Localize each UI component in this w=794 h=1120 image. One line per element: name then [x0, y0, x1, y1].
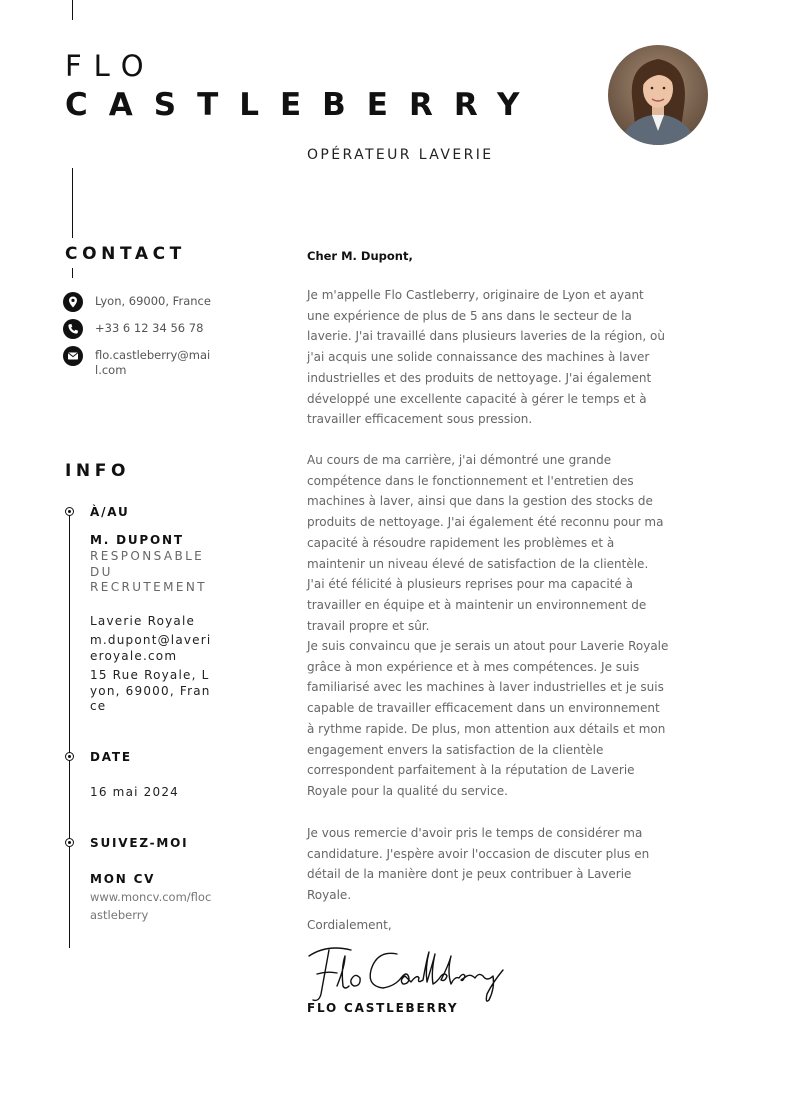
- letter-date: 16 mai 2024: [90, 785, 180, 799]
- last-name: CASTLEBERRY: [65, 87, 541, 123]
- to-label: À/AU: [90, 505, 130, 519]
- contact-divider-line: [72, 268, 73, 278]
- handwritten-signature: [305, 942, 510, 1010]
- company-address: 15 Rue Royale, Lyon, 69000, France: [90, 668, 211, 713]
- email-text[interactable]: flo.castleberry@mail.com: [95, 348, 211, 377]
- follow-label: SUIVEZ-MOI: [90, 836, 189, 850]
- timeline-dot-follow: [65, 838, 74, 847]
- info-timeline-line: [69, 514, 70, 948]
- salutation: Cher M. Dupont,: [307, 249, 413, 263]
- company-email[interactable]: m.dupont@laverieroyale.com: [90, 633, 212, 663]
- contact-heading: CONTACT: [65, 244, 186, 264]
- cv-link[interactable]: www.moncv.com/flocastleberry: [90, 890, 212, 922]
- recipient-name: M. DUPONT: [90, 533, 184, 547]
- closing: Cordialement,: [307, 918, 392, 932]
- date-label: DATE: [90, 750, 132, 764]
- letter-paragraph-2: Au cours de ma carrière, j'ai démontré une grande compétence dans le fonctionnement et l'entretien des machines à laver, ainsi que dans la gestion des stocks de produits de nettoyage. J'ai également été reconnu pour ma capacité à résoudre rapidement les problèmes et à maintenir un niveau élevé de satisfaction de la clientèle. J'ai été félicité à plusieurs reprises pour ma capacité à travailler en équipe et à maintenir un environnement de travail propre et sûr.: [307, 453, 664, 633]
- letter-paragraph-3: Je suis convaincu que je serais un atout pour Laverie Royale grâce à mon expérience et à mes compétences. Je suis familiarisé avec les machines à laver industrielles et je suis capable de travailler efficacement dans un environnement à rythme rapide. De plus, mon attention aux détails et mon engagement envers la satisfaction de la clientèle correspondent parfaitement à la réputation de Laverie Royale pour la qualité du service.: [307, 639, 669, 798]
- first-name: FLO: [65, 49, 156, 83]
- location-pin-icon: [63, 292, 83, 312]
- info-heading: INFO: [65, 461, 131, 481]
- company-name: Laverie Royale: [90, 614, 196, 628]
- job-title: OPÉRATEUR LAVERIE: [307, 147, 494, 163]
- recipient-role: RESPONSABLE DU RECRUTEMENT: [90, 549, 207, 594]
- address-text: Lyon, 69000, France: [95, 294, 211, 308]
- signature-name: FLO CASTLEBERRY: [307, 1001, 459, 1015]
- timeline-dot-recipient: [65, 507, 74, 516]
- letter-paragraph-1: Je m'appelle Flo Castleberry, originaire de Lyon et ayant une expérience de plus de 5 ans dans le secteur de la laverie. J'ai travaillé dans plusieurs laveries de la région, où j'ai acquis une solide connaissance des machines à laver industrielles et des produits de nettoyage. J'ai également développé une excellente capacité à gérer le temps et à travailler efficacement sous pression.: [307, 288, 665, 427]
- phone-text: +33 6 12 34 56 78: [95, 321, 204, 335]
- phone-icon: [63, 319, 83, 339]
- envelope-icon: [63, 346, 83, 366]
- top-divider-line: [72, 0, 73, 20]
- cv-label: MON CV: [90, 872, 156, 886]
- profile-photo: [608, 45, 708, 145]
- letter-paragraph-4: Je vous remercie d'avoir pris le temps de considérer ma candidature. J'espère avoir l'occasion de discuter plus en détail de la manière dont je peux contribuer à Laverie Royale.: [307, 826, 650, 903]
- header-divider-line: [72, 168, 73, 238]
- timeline-dot-date: [65, 752, 74, 761]
